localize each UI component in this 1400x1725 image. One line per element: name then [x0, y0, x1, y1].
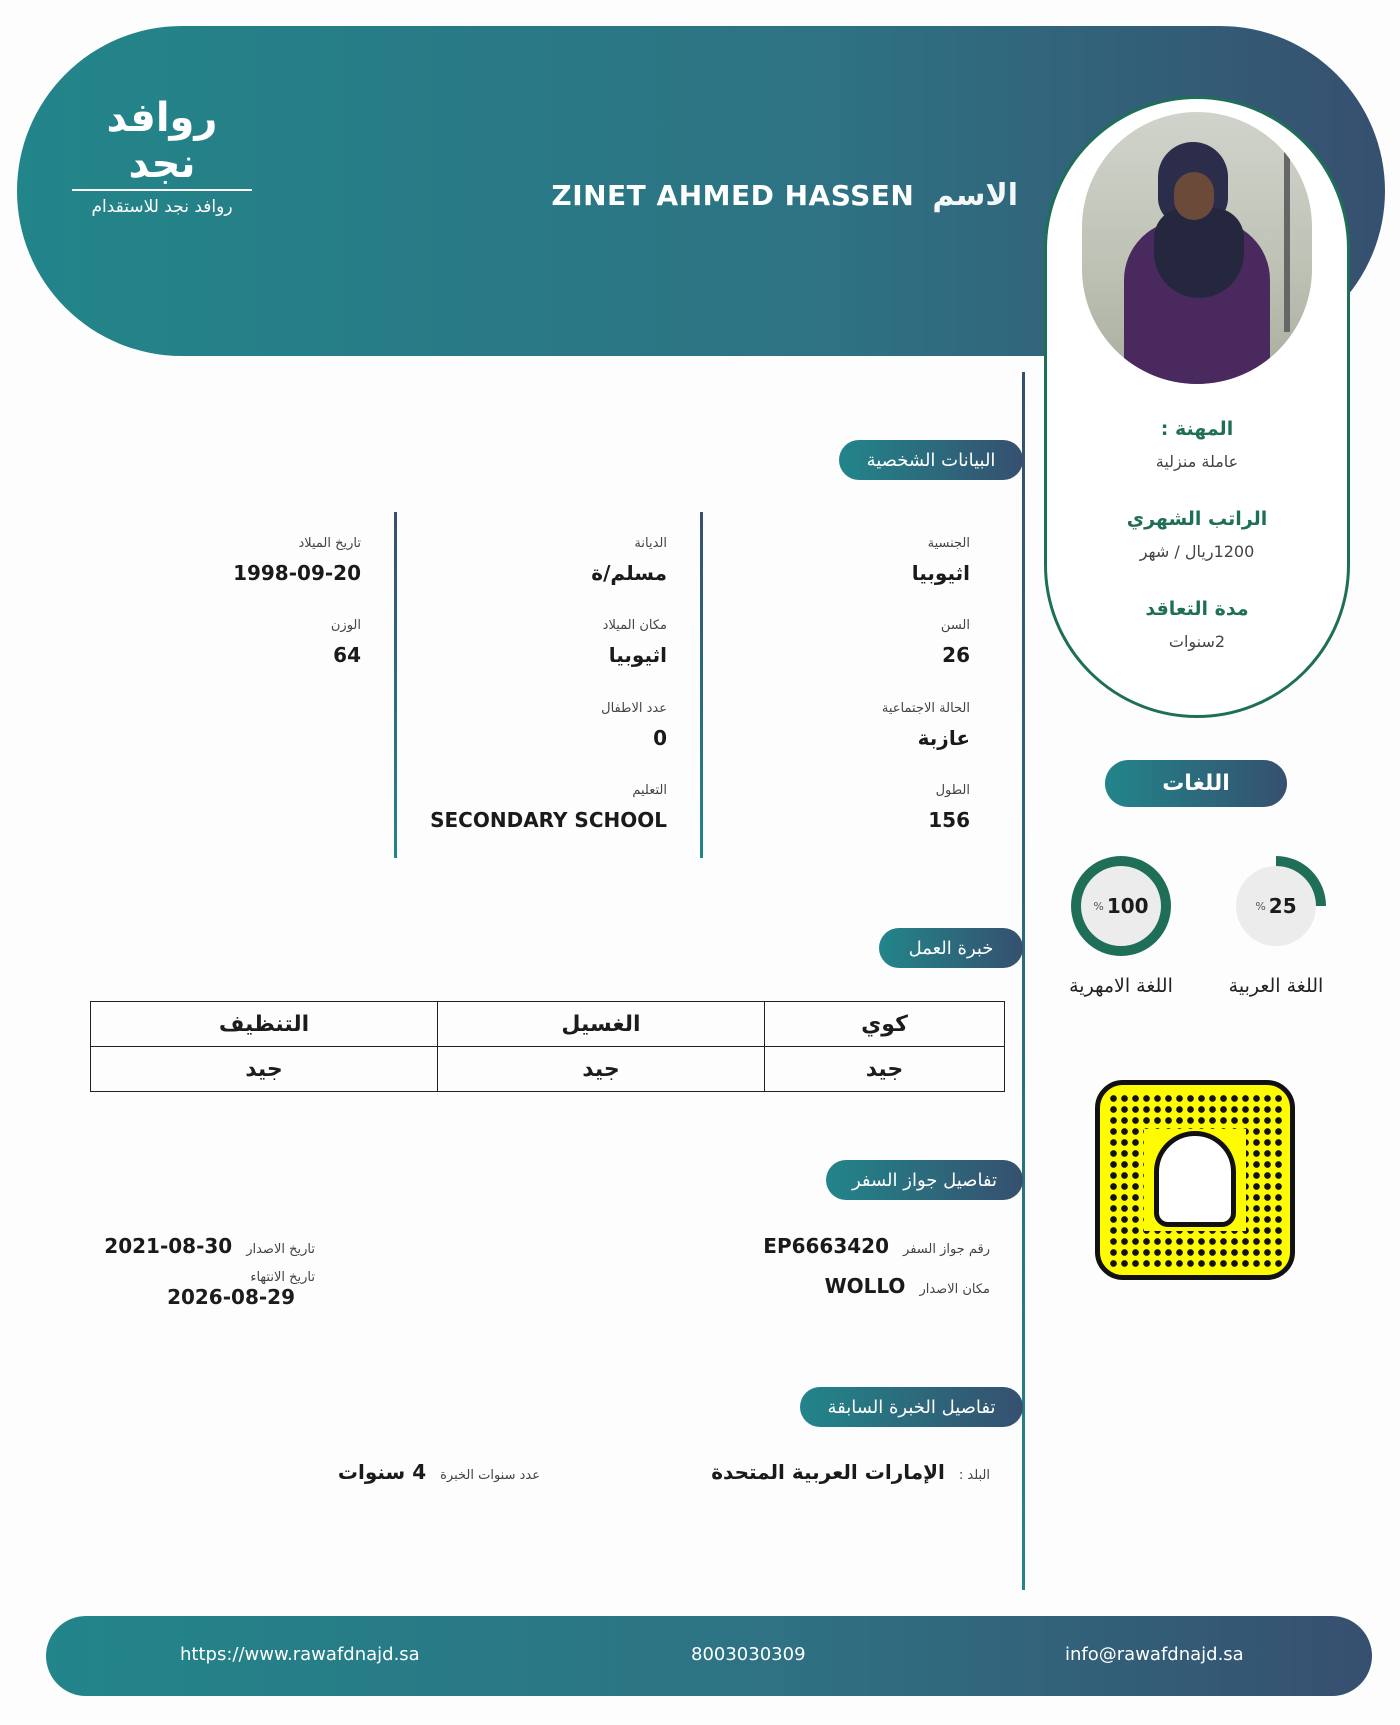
passport-expiry-label: تاريخ الانتهاء: [250, 1270, 315, 1285]
passport-number-value: EP6663420: [763, 1234, 890, 1258]
passport-issue-field: [104, 1234, 315, 1258]
previous-country-field: [711, 1460, 990, 1484]
passport-place-field: [825, 1274, 990, 1298]
children-label: عدد الاطفال: [601, 701, 667, 716]
nationality-field: [912, 536, 970, 585]
marital-value: عازبة: [917, 726, 970, 750]
logo-subtitle: روافد نجد للاستقدام: [91, 197, 233, 217]
education-value: SECONDARY SCHOOL: [430, 808, 667, 832]
religion-value: مسلم/ة: [591, 561, 667, 585]
salary-block: [1044, 508, 1350, 561]
birthdate-value: 1998-09-20: [233, 561, 361, 585]
amharic-level-value: 100: [1106, 894, 1149, 918]
children-field: [601, 701, 667, 750]
previous-years-value: 4 سنوات: [337, 1460, 427, 1484]
arabic-language-name: اللغة العربية: [1228, 975, 1324, 997]
birthdate-field: [233, 536, 361, 585]
profession-block: [1044, 418, 1350, 471]
company-logo: [72, 95, 252, 217]
arabic-level-value: 25: [1268, 894, 1297, 918]
profile-photo: [1082, 112, 1312, 384]
passport-place-value: WOLLO: [824, 1274, 906, 1298]
salary-title: الراتب الشهري: [1126, 508, 1268, 530]
section-personal: البيانات الشخصية: [839, 440, 1023, 480]
table-row: [91, 1002, 1005, 1047]
previous-country-label: البلد :: [958, 1468, 990, 1483]
passport-place-label: مكان الاصدار: [919, 1282, 990, 1297]
birthdate-label: تاريخ الميلاد: [298, 536, 361, 551]
footer-bar: [46, 1616, 1372, 1696]
marital-label: الحالة الاجتماعية: [881, 701, 970, 716]
previous-country-value: الإمارات العربية المتحدة: [711, 1460, 945, 1484]
marital-field: [882, 701, 970, 750]
snapchat-ghost-icon: [1154, 1131, 1236, 1227]
amharic-level-ring: [1071, 856, 1171, 956]
weight-value: 64: [333, 643, 361, 667]
previous-years-field: [338, 1460, 540, 1484]
logo-mark: روافد نجد: [72, 95, 252, 191]
birthplace-label: مكان الميلاد: [602, 618, 667, 633]
amharic-level: [1081, 866, 1161, 946]
passport-issue-value: 2021-08-30: [104, 1234, 233, 1258]
footer-website-link[interactable]: https://www.rawafdnajd.sa: [180, 1644, 420, 1665]
nationality-value: اثيوبيا: [911, 561, 970, 585]
work-experience-table: [90, 1001, 1005, 1092]
passport-expiry-field: [167, 1270, 315, 1309]
age-label: السن: [940, 618, 970, 633]
languages-title: اللغات: [1105, 760, 1287, 807]
name-row: [551, 178, 1018, 213]
education-label: التعليم: [632, 783, 667, 798]
nationality-label: الجنسية: [927, 536, 970, 551]
table-cell: جيد: [438, 1047, 765, 1092]
birthplace-field: [603, 618, 667, 667]
contract-value: 2سنوات: [1168, 632, 1226, 651]
age-field: [941, 618, 970, 667]
birthplace-value: اثيوبيا: [608, 643, 667, 667]
table-cell: جيد: [91, 1047, 438, 1092]
amharic-language-name: اللغة الامهرية: [1069, 975, 1173, 997]
age-value: 26: [942, 643, 970, 667]
religion-field: [591, 536, 667, 585]
footer-email-link[interactable]: info@rawafdnajd.sa: [1065, 1644, 1244, 1665]
religion-label: الديانة: [634, 536, 667, 551]
footer-phone[interactable]: 8003030309: [691, 1644, 806, 1665]
table-row: [91, 1047, 1005, 1092]
table-header-cell: الغسيل: [438, 1002, 765, 1047]
amharic-level-unit: %: [1093, 899, 1104, 913]
table-header-cell: التنظيف: [91, 1002, 438, 1047]
arabic-level: [1236, 866, 1316, 946]
table-cell: جيد: [765, 1047, 1005, 1092]
passport-number-label: رقم جواز السفر: [903, 1242, 990, 1257]
weight-field: [331, 618, 361, 667]
contract-title: مدة التعاقد: [1145, 598, 1249, 620]
arabic-level-ring: [1226, 856, 1326, 956]
height-field: [928, 783, 970, 832]
education-field: [430, 783, 667, 832]
name-value: ZINET AHMED HASSEN: [551, 179, 915, 212]
contract-block: [1044, 598, 1350, 651]
passport-expiry-value: 2026-08-29: [167, 1285, 295, 1309]
section-work: خبرة العمل: [879, 928, 1023, 968]
section-previous: تفاصيل الخبرة السابقة: [800, 1387, 1023, 1427]
weight-label: الوزن: [330, 618, 361, 633]
column-divider: [700, 512, 703, 858]
children-value: 0: [653, 726, 667, 750]
salary-value: 1200ريال / شهر: [1139, 542, 1255, 561]
height-value: 156: [928, 808, 970, 832]
passport-issue-label: تاريخ الاصدار: [246, 1242, 315, 1257]
profession-value: عاملة منزلية: [1155, 452, 1239, 471]
profession-title: المهنة :: [1160, 418, 1234, 440]
name-label: الاسم: [932, 178, 1018, 213]
table-header-cell: كوي: [765, 1002, 1005, 1047]
height-label: الطول: [935, 783, 970, 798]
previous-years-label: عدد سنوات الخبرة: [440, 1468, 540, 1483]
section-passport: تفاصيل جواز السفر: [826, 1160, 1023, 1200]
column-divider: [394, 512, 397, 858]
passport-number-field: [763, 1234, 990, 1258]
arabic-level-unit: %: [1255, 899, 1266, 913]
snapcode[interactable]: [1095, 1080, 1295, 1280]
